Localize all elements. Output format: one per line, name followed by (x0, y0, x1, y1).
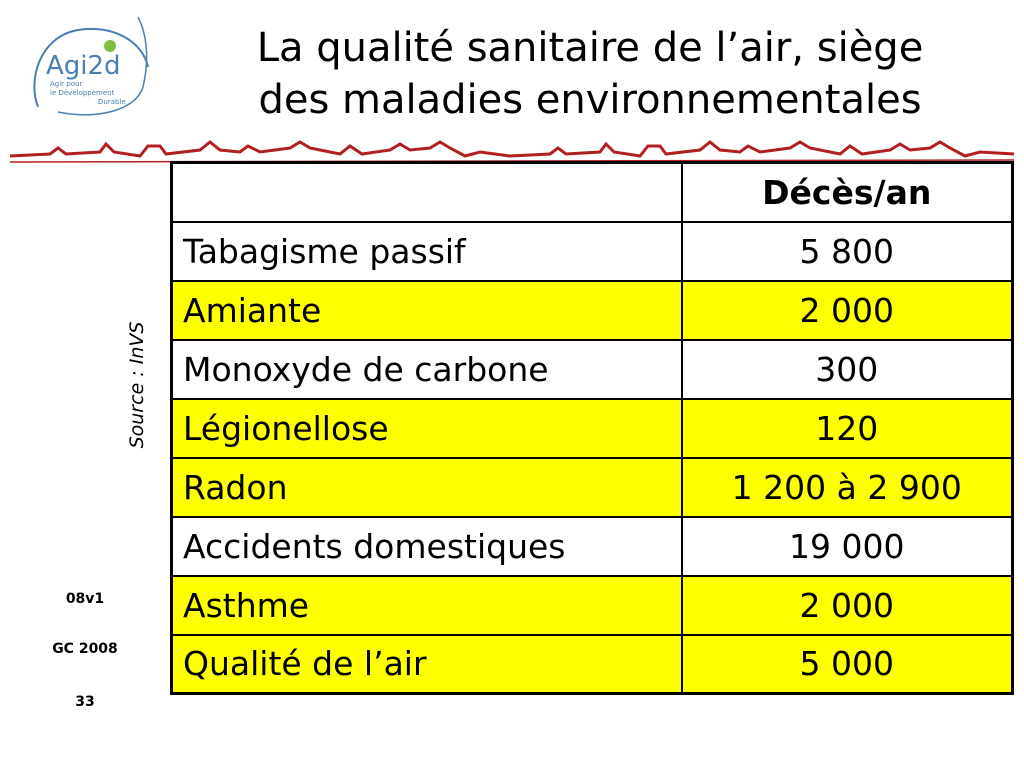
table-row (172, 458, 1013, 517)
header-value-cell: Décès/an (682, 163, 1013, 222)
row-label-cell: Accidents domestiques (172, 517, 682, 576)
row-value-cell: 19 000 (682, 517, 1013, 576)
row-label-cell: Radon (172, 458, 682, 517)
slide-title (190, 22, 990, 126)
title-line-2: des maladies environnementales (258, 77, 922, 123)
table-row (172, 281, 1013, 340)
table-row (172, 399, 1013, 458)
header-label-cell (172, 163, 682, 222)
row-value-cell: 5 000 (682, 635, 1013, 694)
author-label: GC 2008 (52, 641, 118, 657)
row-label-cell: Qualité de l’air (172, 635, 682, 694)
table-row (172, 222, 1013, 281)
page-number: 33 (75, 694, 95, 710)
table-header-row (172, 163, 1013, 222)
row-value-cell: 120 (682, 399, 1013, 458)
source-note: Source : InVS (126, 321, 148, 449)
logo-tagline-3: Durable (98, 98, 126, 106)
row-value-cell: 300 (682, 340, 1013, 399)
agi2d-logo (18, 12, 168, 122)
logo-brand: Agi2d (46, 51, 121, 81)
title-line-1: La qualité sanitaire de l’air, siège (256, 25, 924, 71)
table-row (172, 517, 1013, 576)
row-label-cell: Amiante (172, 281, 682, 340)
logo-tagline-1: Agir pour (50, 80, 83, 88)
logo-tagline-2: le Développement (50, 89, 115, 97)
row-label-cell: Tabagisme passif (172, 222, 682, 281)
row-value-cell: 2 000 (682, 281, 1013, 340)
row-label-cell: Monoxyde de carbone (172, 340, 682, 399)
row-label-cell: Asthme (172, 576, 682, 635)
row-value-cell: 1 200 à 2 900 (682, 458, 1013, 517)
row-label-cell: Légionellose (172, 399, 682, 458)
table-row (172, 635, 1013, 694)
table-row (172, 340, 1013, 399)
table-row (172, 576, 1013, 635)
version-label: 08v1 (65, 591, 105, 607)
row-value-cell: 5 800 (682, 222, 1013, 281)
row-value-cell: 2 000 (682, 576, 1013, 635)
deaths-table (170, 161, 1014, 695)
